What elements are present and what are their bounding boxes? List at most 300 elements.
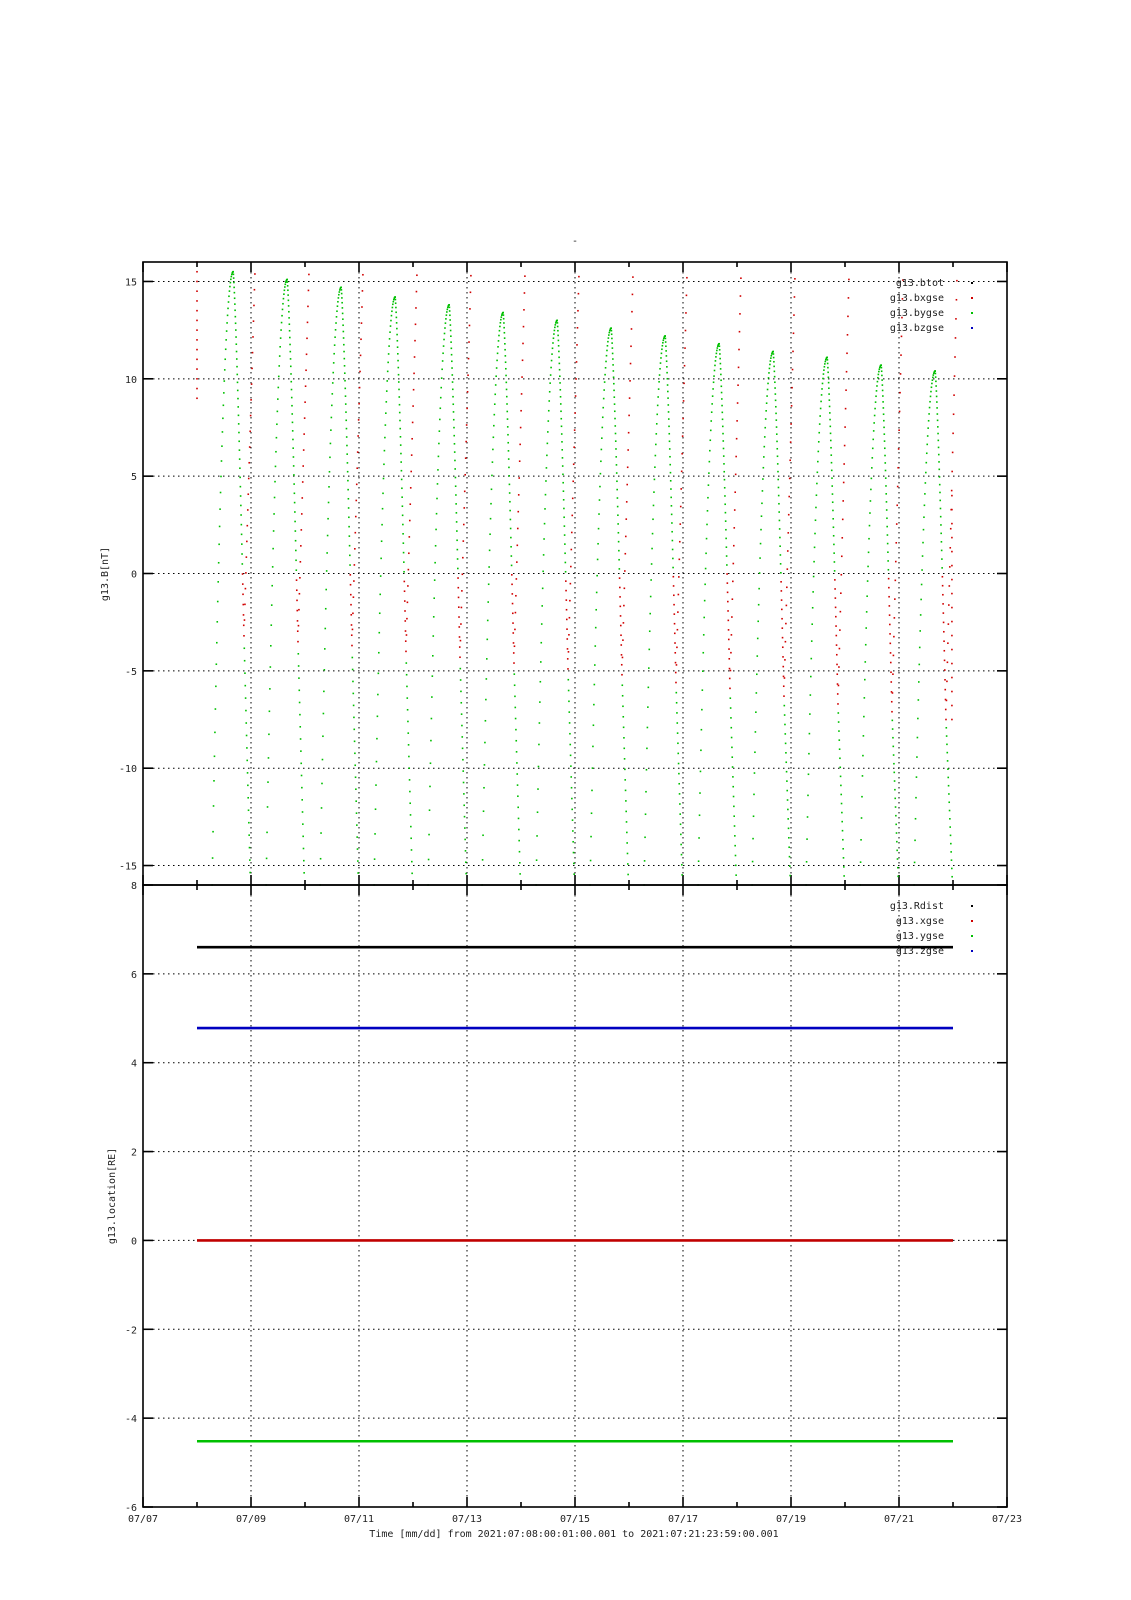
bygse-cycle-point xyxy=(489,533,491,535)
bygse-cycle-point xyxy=(887,543,889,545)
bottom-xtick-label: 07/07 xyxy=(127,1514,159,1525)
bygse-cycle-point xyxy=(892,737,894,739)
bxgse-cycle-point xyxy=(459,656,461,658)
bygse-cycle-point xyxy=(508,475,510,477)
bygse-cycle-point xyxy=(811,623,813,625)
bygse-cycle-point xyxy=(344,372,346,374)
top-legend-label: g13.bygse xyxy=(889,308,944,319)
bygse-cycle-point xyxy=(825,361,827,363)
bygse-cycle-point xyxy=(731,756,733,758)
bxgse-cycle-point xyxy=(619,577,621,579)
bygse-cycle-point xyxy=(927,427,929,429)
bygse-cycle-point xyxy=(720,379,722,381)
bxgse-start-point xyxy=(196,290,198,292)
top-chart-ytick-labels xyxy=(119,277,137,872)
bygse-cycle-point xyxy=(376,761,378,763)
bygse-cycle-point xyxy=(785,743,787,745)
bygse-cycle-point xyxy=(828,377,830,379)
bygse-cycle-point xyxy=(949,826,951,828)
bygse-cycle-point xyxy=(408,756,410,758)
bxgse-cycle xyxy=(942,280,958,720)
bygse-cycle-point xyxy=(283,293,285,295)
bxgse-cycle-point xyxy=(522,343,524,345)
bygse-cycle-point xyxy=(571,798,573,800)
bygse-cycle-point xyxy=(402,533,404,535)
bygse-cycle-point xyxy=(571,787,573,789)
bygse-cycle-point xyxy=(568,679,570,681)
bygse-cycle-point xyxy=(277,398,279,400)
bygse-cycle-point xyxy=(603,398,605,400)
bygse-cycle-point xyxy=(763,446,765,448)
bygse-cycle-point xyxy=(598,528,600,530)
bxgse-cycle-point xyxy=(899,411,901,413)
bxgse-cycle-point xyxy=(791,387,793,389)
bygse-cycle-point xyxy=(461,736,463,738)
bxgse-cycle-point xyxy=(512,593,514,595)
bxgse-cycle-point xyxy=(242,583,244,585)
bygse-cycle-point xyxy=(281,322,283,324)
bxgse-cycle-point xyxy=(791,405,793,407)
bxgse-cycle-point xyxy=(733,527,735,529)
bygse-cycle-point xyxy=(947,777,949,779)
bygse-cycle-point xyxy=(538,766,540,768)
bygse-cycle-point xyxy=(778,511,780,513)
bygse-cycle-point xyxy=(896,850,898,852)
bxgse-cycle-point xyxy=(846,371,848,373)
bxgse-cycle-point xyxy=(949,566,951,568)
bygse-cycle-point xyxy=(510,546,512,548)
bxgse-cycle-point xyxy=(253,305,255,307)
bxgse-cycle-point xyxy=(736,420,738,422)
bygse-cycle-point xyxy=(809,733,811,735)
bygse-cycle-point xyxy=(876,390,878,392)
bygse-cycle-point xyxy=(681,864,683,866)
bygse-cycle-point xyxy=(917,718,919,720)
bygse-cycle-point xyxy=(616,489,618,491)
bygse-cycle-point xyxy=(896,841,898,843)
bxgse-start-point xyxy=(196,359,198,361)
bygse-cycle-point xyxy=(721,405,723,407)
bygse-cycle-point xyxy=(606,355,608,357)
bxgse-cycle-point xyxy=(578,293,580,295)
bxgse-cycle-point xyxy=(726,573,728,575)
bygse-cycle-point xyxy=(881,370,883,372)
bygse-cycle-point xyxy=(486,678,488,680)
bygse-cycle-point xyxy=(453,435,455,437)
bygse-cycle-point xyxy=(779,520,781,522)
bygse-cycle-point xyxy=(439,407,441,409)
bygse-cycle-point xyxy=(218,543,220,545)
bygse-cycle-point xyxy=(661,348,663,350)
bygse-cycle-point xyxy=(568,690,570,692)
bygse-cycle-point xyxy=(228,295,230,297)
bygse-cycle-point xyxy=(609,332,611,334)
bygse-cycle-point xyxy=(546,455,548,457)
bxgse-cycle-point xyxy=(296,600,298,602)
bygse-cycle-point xyxy=(886,526,888,528)
bygse-cycle-point xyxy=(292,447,294,449)
bygse-cycle-point xyxy=(668,433,670,435)
bygse-cycle-point xyxy=(391,315,393,317)
bxgse-cycle-point xyxy=(847,316,849,318)
bygse-cycle-point xyxy=(676,722,678,724)
bxgse-cycle-point xyxy=(359,371,361,373)
bygse-cycle-point xyxy=(569,744,571,746)
bygse-cycle-point xyxy=(897,867,899,869)
bygse-cycle-point xyxy=(560,403,562,405)
bygse-cycle-point xyxy=(450,330,452,332)
bxgse-cycle-point xyxy=(895,561,897,563)
bygse-cycle-point xyxy=(507,442,509,444)
bygse-cycle-point xyxy=(236,366,238,368)
bygse-cycle-point xyxy=(213,780,215,782)
bxgse-cycle-point xyxy=(727,592,729,594)
bxgse-cycle-point xyxy=(307,306,309,308)
bygse-cycle-point xyxy=(830,447,832,449)
bygse-cycle-point xyxy=(948,785,950,787)
bxgse-cycle-point xyxy=(415,307,417,309)
bxgse-cycle-point xyxy=(460,623,462,625)
bygse-cycle-point xyxy=(875,401,877,403)
bygse-cycle-point xyxy=(938,469,940,471)
bygse-cycle-point xyxy=(786,790,788,792)
bygse-cycle-point xyxy=(627,874,629,876)
bygse-cycle-point xyxy=(832,493,834,495)
bxgse-cycle-point xyxy=(740,295,742,297)
bygse-cycle-point xyxy=(569,722,571,724)
bygse-cycle-point xyxy=(654,466,656,468)
bxgse-cycle-point xyxy=(680,506,682,508)
bxgse-cycle-point xyxy=(836,654,838,656)
bygse-cycle-point xyxy=(761,515,763,517)
bygse-cycle-point xyxy=(508,458,510,460)
bygse-cycle-point xyxy=(941,567,943,569)
bygse-cycle-point xyxy=(230,279,232,281)
bxgse-cycle-point xyxy=(468,358,470,360)
bygse-cycle-point xyxy=(759,557,761,559)
bygse-cycle-point xyxy=(756,673,758,675)
bygse-cycle-point xyxy=(755,711,757,713)
bxgse-start-point xyxy=(196,378,198,380)
bxgse-cycle-point xyxy=(631,311,633,313)
bygse-cycle-point xyxy=(734,845,736,847)
bygse-cycle-point xyxy=(573,852,575,854)
bygse-cycle-point xyxy=(505,375,507,377)
bxgse-cycle-point xyxy=(794,278,796,280)
bxgse-cycle-point xyxy=(844,426,846,428)
bygse-cycle-point xyxy=(242,563,244,565)
bxgse-cycle-point xyxy=(512,632,514,634)
bygse-cycle-point xyxy=(817,451,819,453)
bygse-cycle-point xyxy=(355,776,357,778)
bygse-cycle-point xyxy=(831,477,833,479)
bygse-cycle-point xyxy=(563,516,565,518)
bygse-cycle-point xyxy=(731,737,733,739)
bygse-cycle-point xyxy=(768,372,770,374)
bygse-cycle-point xyxy=(446,311,448,313)
bygse-cycle-point xyxy=(778,487,780,489)
bxgse-cycle-point xyxy=(517,545,519,547)
bxgse-cycle-point xyxy=(681,453,683,455)
bygse-cycle-point xyxy=(435,545,437,547)
bygse-cycle-point xyxy=(507,426,509,428)
bygse-cycle-point xyxy=(700,771,702,773)
bxgse-cycle-point xyxy=(628,432,630,434)
bxgse-cycle-point xyxy=(898,448,900,450)
bxgse-start-point xyxy=(196,349,198,351)
bxgse-cycle-point xyxy=(362,274,364,276)
bygse-cycle-point xyxy=(670,488,672,490)
bxgse-cycle-point xyxy=(358,419,360,421)
bygse-cycle-point xyxy=(922,555,924,557)
bxgse-cycle-point xyxy=(523,309,525,311)
bxgse-cycle-point xyxy=(353,580,355,582)
bygse-cycle-point xyxy=(676,692,678,694)
bygse-cycle xyxy=(643,335,683,886)
bxgse-cycle-point xyxy=(738,367,740,369)
bygse-cycle-point xyxy=(518,840,520,842)
bygse-cycle-point xyxy=(665,341,667,343)
bxgse-cycle-point xyxy=(620,634,622,636)
bxgse-cycle-point xyxy=(783,695,785,697)
bygse-cycle-point xyxy=(841,821,843,823)
bygse-cycle-point xyxy=(440,397,442,399)
bygse-cycle-point xyxy=(278,365,280,367)
bygse-cycle-point xyxy=(241,534,243,536)
bygse-cycle-point xyxy=(487,601,489,603)
bygse-cycle-point xyxy=(246,760,248,762)
bygse-cycle-point xyxy=(829,419,831,421)
bygse-cycle-point xyxy=(507,418,509,420)
bxgse-cycle-point xyxy=(898,429,900,431)
bygse-cycle-point xyxy=(438,443,440,445)
bygse-cycle-point xyxy=(462,770,464,772)
bygse-cycle-point xyxy=(765,418,767,420)
bygse-cycle-point xyxy=(679,813,681,815)
bygse-cycle-point xyxy=(465,861,467,863)
bxgse-cycle-point xyxy=(950,528,952,530)
bxgse-cycle-point xyxy=(254,273,256,275)
bygse-cycle-point xyxy=(553,337,555,339)
bxgse-cycle-point xyxy=(411,454,413,456)
bygse-cycle-point xyxy=(816,494,818,496)
bygse-cycle-point xyxy=(212,831,214,833)
bygse-cycle-point xyxy=(345,411,347,413)
bygse-cycle-point xyxy=(776,448,778,450)
bygse-cycle-point xyxy=(572,830,574,832)
bygse-cycle-point xyxy=(708,472,710,474)
bygse-cycle-point xyxy=(410,837,412,839)
bygse-cycle-point xyxy=(214,755,216,757)
bxgse-cycle-point xyxy=(786,605,788,607)
bygse-cycle-point xyxy=(843,866,845,868)
bygse-cycle-point xyxy=(559,375,561,377)
bygse-cycle-point xyxy=(818,432,820,434)
bygse-cycle-point xyxy=(814,547,816,549)
bygse-cycle-point xyxy=(401,479,403,481)
bygse-cycle-point xyxy=(485,720,487,722)
bxgse-cycle-point xyxy=(352,629,354,631)
bygse-cycle-point xyxy=(506,403,508,405)
bxgse-start-point xyxy=(196,329,198,331)
bygse-cycle-point xyxy=(406,686,408,688)
bygse-cycle-point xyxy=(934,370,936,372)
bxgse-cycle-point xyxy=(843,463,845,465)
bygse-cycle-point xyxy=(780,554,782,556)
bxgse-cycle-point xyxy=(623,622,625,624)
top-legend-marker xyxy=(971,312,973,314)
bxgse-cycle-point xyxy=(460,640,462,642)
bygse-cycle-point xyxy=(321,783,323,785)
bygse-cycle-point xyxy=(778,495,780,497)
bxgse-cycle-point xyxy=(458,597,460,599)
bygse-cycle-point xyxy=(618,550,620,552)
bygse-cycle-point xyxy=(274,497,276,499)
bygse-cycle-point xyxy=(345,395,347,397)
bxgse-cycle-point xyxy=(463,507,465,509)
bygse-cycle-point xyxy=(236,351,238,353)
bxgse-cycle-point xyxy=(351,645,353,647)
bygse-cycle-point xyxy=(935,385,937,387)
bygse-cycle-point xyxy=(224,369,226,371)
bxgse-cycle-point xyxy=(896,504,898,506)
bxgse-cycle-point xyxy=(896,523,898,525)
bxgse-cycle-point xyxy=(355,500,357,502)
bygse-cycle-point xyxy=(352,681,354,683)
bygse-cycle-point xyxy=(820,401,822,403)
bygse-cycle-point xyxy=(385,401,387,403)
bxgse-cycle-point xyxy=(899,392,901,394)
bxgse-cycle-point xyxy=(404,620,406,622)
bxgse-cycle-point xyxy=(252,352,254,354)
bygse-cycle-point xyxy=(247,797,249,799)
bxgse-cycle-point xyxy=(839,648,841,650)
bxgse-cycle-point xyxy=(681,471,683,473)
bygse-cycle xyxy=(481,312,521,886)
bygse-cycle-point xyxy=(341,293,343,295)
bygse-cycle xyxy=(751,351,791,886)
bxgse-cycle-point xyxy=(733,545,735,547)
bygse-cycle-point xyxy=(287,289,289,291)
bygse-cycle-point xyxy=(450,324,452,326)
bygse-cycle-point xyxy=(867,580,869,582)
bxgse-cycle-point xyxy=(404,581,406,583)
bygse-cycle-point xyxy=(819,415,821,417)
bxgse-cycle-point xyxy=(463,540,465,542)
bygse-cycle-point xyxy=(601,437,603,439)
bygse-cycle-point xyxy=(234,303,236,305)
bygse-cycle-point xyxy=(665,345,667,347)
bygse-cycle-point xyxy=(879,368,881,370)
bygse-cycle-point xyxy=(344,380,346,382)
bygse-cycle-point xyxy=(873,430,875,432)
bxgse-cycle-point xyxy=(511,574,513,576)
bygse-cycle-point xyxy=(775,406,777,408)
bxgse-start-point xyxy=(196,310,198,312)
bxgse-cycle-point xyxy=(732,581,734,583)
bottom-chart-panel xyxy=(107,262,1022,1540)
bygse-cycle-point xyxy=(663,340,665,342)
bygse-cycle-point xyxy=(599,499,601,501)
bygse-cycle-point xyxy=(428,834,430,836)
bygse-cycle-point xyxy=(289,330,291,332)
bottom-chart-xtick-labels xyxy=(128,1514,1022,1525)
bxgse-cycle-point xyxy=(357,435,359,437)
bygse-cycle-point xyxy=(840,785,842,787)
bygse-cycle-point xyxy=(398,396,400,398)
bygse-cycle-point xyxy=(714,370,716,372)
bygse-cycle-point xyxy=(400,461,402,463)
bygse-cycle-point xyxy=(842,848,844,850)
bxgse-cycle-point xyxy=(627,449,629,451)
bygse-cycle-point xyxy=(616,480,618,482)
bygse-cycle-point xyxy=(653,505,655,507)
bygse-cycle-point xyxy=(809,713,811,715)
bxgse-cycle-point xyxy=(514,629,516,631)
bygse-cycle-point xyxy=(884,462,886,464)
bygse-cycle-point xyxy=(842,830,844,832)
bygse-cycle-point xyxy=(671,514,673,516)
bygse-cycle-point xyxy=(234,297,236,299)
bygse-cycle-point xyxy=(394,296,396,298)
bygse-cycle-point xyxy=(596,592,598,594)
bxgse-cycle-point xyxy=(683,400,685,402)
bygse-cycle-point xyxy=(914,840,916,842)
bygse-cycle-point xyxy=(342,324,344,326)
bxgse-cycle-point xyxy=(356,467,358,469)
bygse-cycle-point xyxy=(451,367,453,369)
bygse-cycle-point xyxy=(558,340,560,342)
bygse-cycle-point xyxy=(941,558,943,560)
bygse-cycle-point xyxy=(771,355,773,357)
bxgse-cycle-point xyxy=(727,582,729,584)
bygse-cycle-point xyxy=(893,772,895,774)
bygse-cycle xyxy=(427,304,467,886)
bygse-cycle-point xyxy=(613,383,615,385)
bottom-legend-label: g13.ygse xyxy=(895,931,944,942)
bygse-cycle-point xyxy=(347,489,349,491)
bygse-cycle-point xyxy=(864,679,866,681)
bygse-cycle-point xyxy=(557,335,559,337)
bygse-cycle-point xyxy=(660,362,662,364)
bygse-cycle-point xyxy=(236,358,238,360)
bygse-cycle-point xyxy=(784,705,786,707)
bxgse-cycle-point xyxy=(841,537,843,539)
bygse-cycle-point xyxy=(946,752,948,754)
bygse-cycle-point xyxy=(830,454,832,456)
bygse-cycle-point xyxy=(828,393,830,395)
bygse-cycle-point xyxy=(932,377,934,379)
top-ytick-label: 0 xyxy=(130,569,137,581)
bxgse-cycle-point xyxy=(631,328,633,330)
bygse-cycle-point xyxy=(445,322,447,324)
bxgse-cycle-point xyxy=(738,349,740,351)
top-ytick-label: -10 xyxy=(118,764,137,776)
bygse-cycle-point xyxy=(271,585,273,587)
bygse-cycle-point xyxy=(703,634,705,636)
bygse-cycle-point xyxy=(456,521,458,523)
bygse-cycle-point xyxy=(406,674,408,676)
bygse-cycle-point xyxy=(442,352,444,354)
bygse-cycle-point xyxy=(348,516,350,518)
bygse-cycle-point xyxy=(788,846,790,848)
bxgse-cycle-point xyxy=(889,624,891,626)
bygse-cycle-point xyxy=(554,327,556,329)
bygse-cycle-point xyxy=(883,427,885,429)
bxgse-cycle-point xyxy=(355,532,357,534)
bygse-cycle-point xyxy=(667,397,669,399)
bxgse-cycle-point xyxy=(792,351,794,353)
